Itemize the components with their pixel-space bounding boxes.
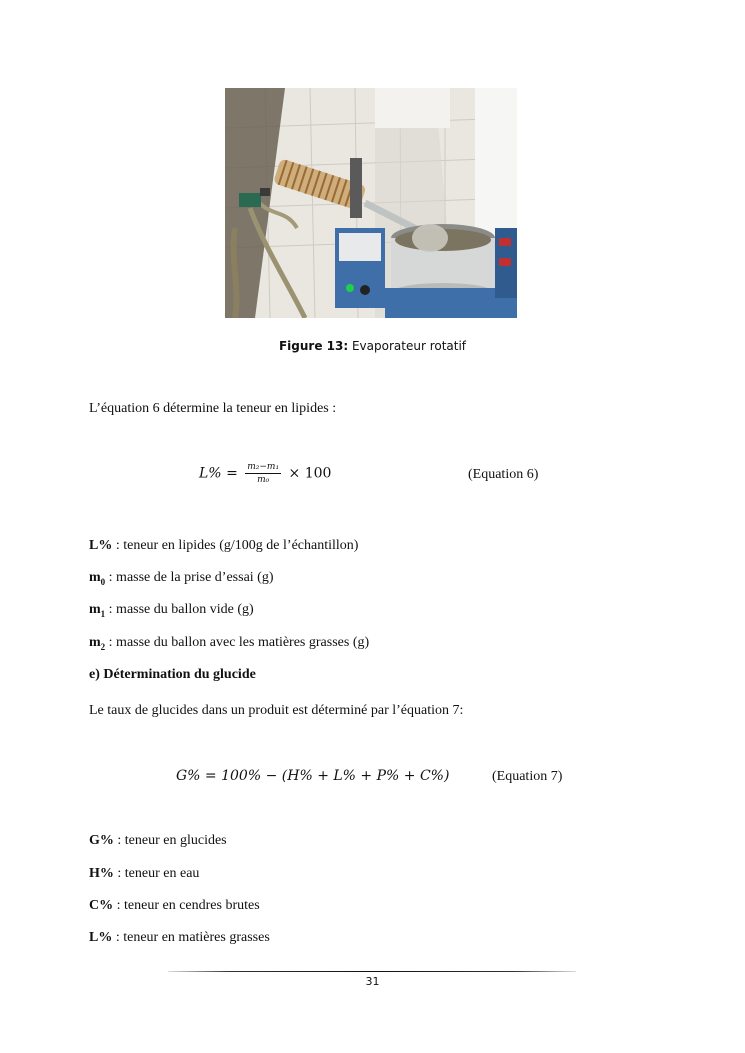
intro-paragraph: L’équation 6 détermine la teneur en lipides : (89, 401, 337, 416)
eq6-rhs: × 100 (288, 465, 332, 482)
definition-G-percent (89, 833, 227, 849)
eq6-denominator: m₀ (257, 475, 270, 485)
definition-L-percent-fat (89, 930, 270, 946)
def-text: : teneur en glucides (113, 833, 227, 848)
def-symbol (89, 635, 105, 650)
def-symbol-sub: 2 (100, 641, 106, 652)
equation-6-label: (Equation 6) (468, 467, 539, 482)
section-heading: e) Détermination du glucide (89, 667, 256, 682)
definition-L-percent (89, 538, 358, 554)
def-symbol-base: m (89, 570, 101, 585)
figure-photo (225, 88, 517, 318)
definition-H-percent (89, 866, 199, 882)
equation-7: G% = 100% − (H% + L% + P% + C%) (176, 768, 450, 784)
def-text: : teneur en matières grasses (112, 930, 270, 945)
def-symbol-base: m (89, 635, 101, 650)
figure-caption (0, 339, 745, 353)
def-symbol (89, 570, 105, 585)
eq6-lhs: L% (199, 465, 222, 482)
def-text: : masse de la prise d’essai (g) (105, 570, 274, 585)
def-text: : teneur en cendres brutes (113, 898, 260, 913)
page-number: 31 (365, 975, 380, 988)
definition-C-percent (89, 898, 260, 914)
eq6-equals: = (226, 465, 238, 482)
equation-7-label: (Equation 7) (492, 769, 563, 784)
def-symbol: L% (89, 930, 113, 945)
def-symbol-sub: 0 (100, 576, 106, 587)
eq6-fraction (245, 462, 281, 485)
figure-caption-text: Evaporateur rotatif (351, 339, 467, 353)
definition-m2 (89, 635, 369, 652)
def-text: : masse du ballon avec les matières grasses (g) (105, 635, 370, 650)
def-symbol: L% (89, 538, 113, 553)
definition-m0 (89, 570, 274, 587)
glucide-intro-paragraph: Le taux de glucides dans un produit est déterminé par l’équation 7: (89, 703, 464, 718)
definition-m1 (89, 602, 254, 619)
def-symbol-sub: 1 (100, 608, 106, 619)
equation-6 (199, 462, 331, 485)
figure-label: Figure 13: (278, 339, 349, 353)
footer-rule (168, 971, 576, 972)
def-text: : teneur en lipides (g/100g de l’échantillon) (112, 538, 359, 553)
def-text: : teneur en eau (113, 866, 200, 881)
rotary-evaporator-photo (225, 88, 517, 318)
eq6-numerator: m₂−m₁ (247, 462, 280, 472)
def-symbol: H% (89, 866, 114, 881)
def-symbol: C% (89, 898, 114, 913)
def-symbol-base: m (89, 602, 101, 617)
def-symbol: G% (89, 833, 114, 848)
def-text: : masse du ballon vide (g) (105, 602, 254, 617)
def-symbol (89, 602, 105, 617)
